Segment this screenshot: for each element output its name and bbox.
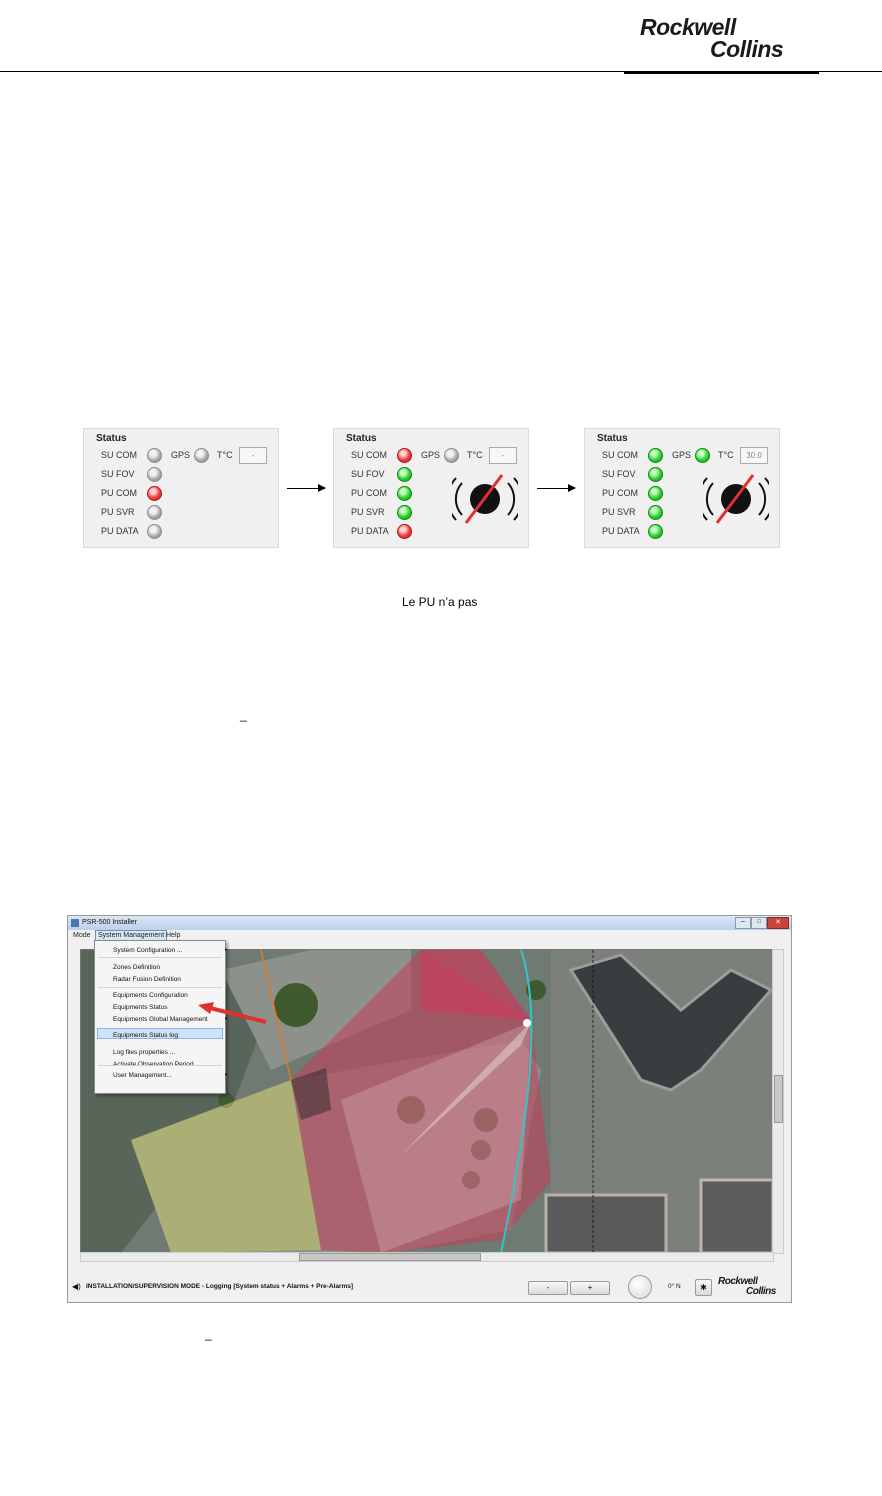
horizontal-scrollbar[interactable] [80,1252,774,1262]
settings-gear-button[interactable]: ✱ [695,1279,712,1296]
gps-label: GPS [171,450,191,460]
status-led-green [648,524,663,539]
heading-readout: 0° N [668,1283,681,1290]
figure-caption: Le PU n’a pas [402,595,478,609]
annotation-arrow [196,1002,271,1026]
header-rule-accent [624,72,819,74]
status-led-green [397,486,412,501]
status-led-gray [147,505,162,520]
zoom-out-button[interactable]: - [528,1281,568,1295]
status-row-label: SU FOV [602,469,636,479]
status-led-green [397,505,412,520]
app-logo-line1: Rockwell [718,1276,758,1287]
underscore-mark: _ [205,1327,212,1341]
status-title: Status [96,433,127,444]
status-row-label: PU DATA [351,526,389,536]
status-title: Status [346,433,377,444]
logo-line1: Rockwell [640,14,736,40]
close-button[interactable]: ✕ [767,917,789,929]
temperature-field: 30.0 [740,447,768,464]
temperature-label: T°C [217,450,233,460]
status-led-red [397,448,412,463]
transition-arrow [537,488,575,489]
gps-led [444,448,459,463]
status-panel [584,428,780,548]
menu-separator [98,957,222,958]
rockwell-collins-logo [640,14,810,64]
menu-item-system-configuration[interactable]: System Configuration ... ▸ [113,945,182,956]
scrollbar-thumb[interactable] [774,1075,783,1123]
status-bar [68,1274,791,1302]
speaker-icon[interactable]: ◀) [72,1282,81,1291]
window-titlebar [68,916,791,930]
transition-arrow [287,488,325,489]
status-led-red [397,524,412,539]
window-title: PSR-500 Installer [82,919,137,926]
menu-separator [98,1065,222,1066]
logo-line2: Collins [710,36,784,62]
status-row-label: PU SVR [351,507,385,517]
menu-item-log-files-properties[interactable]: Log files properties ... [113,1049,176,1056]
menu-separator [98,987,222,988]
status-led-green [648,467,663,482]
menu-item-equipments-status[interactable]: Equipments Status [113,1004,168,1011]
gps-label: GPS [421,450,441,460]
status-row-label: PU COM [351,488,387,498]
status-row-label: PU DATA [101,526,139,536]
menu-mode[interactable]: Mode [73,932,91,939]
gps-label: GPS [672,450,692,460]
menu-item-radar-fusion-definition[interactable]: Radar Fusion Definition [113,976,181,983]
status-led-red [147,486,162,501]
app-logo [718,1276,790,1300]
status-row-label: PU COM [602,488,638,498]
underscore-mark: _ [240,708,247,722]
status-row-label: SU FOV [101,469,135,479]
menu-item-equipments-global-management[interactable]: Equipments Global Management ▸ [113,1014,208,1025]
gps-led [194,448,209,463]
status-panel [333,428,529,548]
status-row-label: SU FOV [351,469,385,479]
temperature-label: T°C [718,450,734,460]
radar-disabled-icon [452,473,518,525]
temperature-field: - [489,447,517,464]
app-logo-line2: Collins [746,1286,776,1297]
temperature-label: T°C [467,450,483,460]
menu-item-zones-definition[interactable]: Zones Definition [113,964,160,971]
app-screenshot [67,915,792,1303]
status-text: INSTALLATION/SUPERVISION MODE - Logging [System status + Alarms + Pre-Alarms] [86,1283,354,1290]
menu-help[interactable]: Help [166,932,181,939]
menu-item-equipments-status-log[interactable]: Equipments Status log [113,1032,179,1039]
status-row-label: SU COM [101,450,137,460]
status-led-gray [147,467,162,482]
menu-system-management[interactable]: System Management [95,930,167,942]
menu-item-equipments-configuration[interactable]: Equipments Configuration [113,992,188,999]
zoom-in-button[interactable]: + [570,1281,610,1295]
status-led-green [648,448,663,463]
scrollbar-thumb[interactable] [299,1253,481,1261]
status-row-label: PU SVR [602,507,636,517]
menu-item-user-management[interactable]: User Management... ▸ [113,1070,172,1081]
status-title: Status [597,433,628,444]
status-led-green [648,505,663,520]
temperature-field: - [239,447,267,464]
status-row-label: PU SVR [101,507,135,517]
minimize-button[interactable]: – [735,917,751,929]
compass-dial[interactable] [628,1275,652,1299]
radar-disabled-icon [703,473,769,525]
gps-led [695,448,710,463]
status-row-label: SU COM [602,450,638,460]
status-panel [83,428,279,548]
status-led-green [397,467,412,482]
vertical-scrollbar[interactable] [772,949,784,1254]
app-icon [71,919,79,927]
status-row-label: SU COM [351,450,387,460]
status-led-gray [147,448,162,463]
status-led-green [648,486,663,501]
maximize-button[interactable]: □ [751,917,767,929]
status-row-label: PU COM [101,488,137,498]
status-led-gray [147,524,162,539]
status-row-label: PU DATA [602,526,640,536]
